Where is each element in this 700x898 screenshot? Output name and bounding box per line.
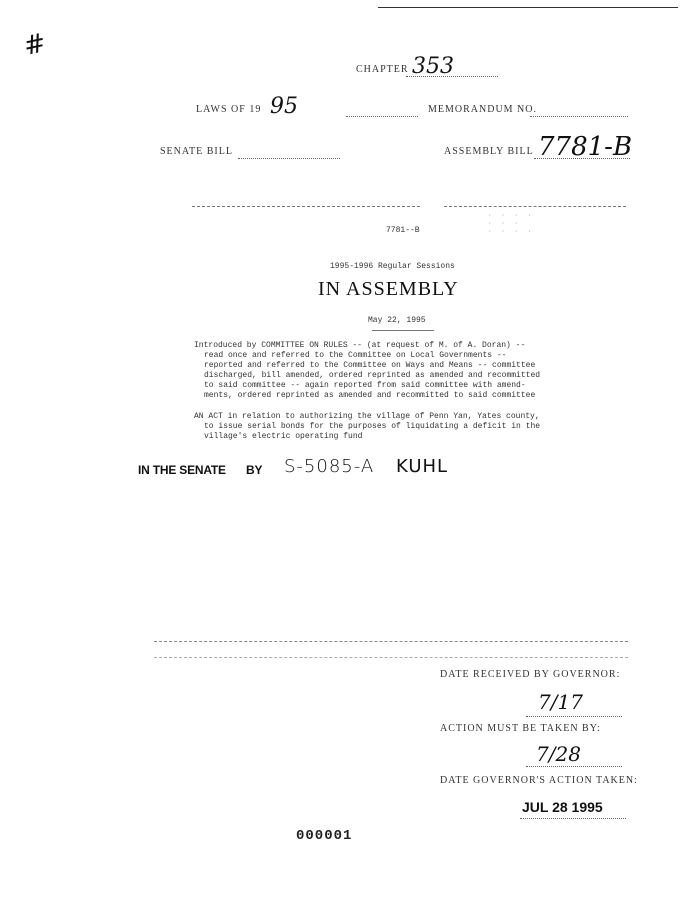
senate-sponsor: KUHL: [396, 456, 449, 477]
senate-by-label: BY: [246, 463, 263, 477]
senate-bill-label: SENATE BILL: [160, 146, 233, 157]
date-received-line: [526, 716, 622, 717]
scan-smudge: · · · · · · · · · · ·: [488, 212, 535, 235]
memorandum-line: [530, 116, 628, 117]
chapter-value: 353: [412, 54, 454, 79]
act-description: [194, 412, 540, 442]
intro-line: discharged, bill amended, ordered reprinted as amended and recommitted: [204, 371, 541, 380]
divider-left: [192, 206, 420, 207]
act-line: village's electric operating fund: [204, 432, 363, 441]
lower-rule-1: [154, 641, 628, 642]
laws-label: LAWS OF 19: [196, 104, 262, 115]
action-taken-label: DATE GOVERNOR'S ACTION TAKEN:: [440, 775, 638, 786]
senate-bill-line: [238, 158, 340, 159]
act-line: AN ACT in relation to authorizing the village of Penn Yan, Yates county,: [194, 412, 540, 421]
laws-line: [346, 116, 418, 117]
laws-value: 95: [270, 94, 298, 119]
action-taken-stamp: JUL 28 1995: [522, 799, 603, 815]
action-by-line: [526, 766, 622, 767]
chapter-line: [406, 76, 498, 77]
top-rule: [378, 7, 678, 8]
introduction-paragraph: [194, 341, 540, 401]
senate-bill-number: S-5085-A: [284, 456, 375, 477]
senate-label: IN THE SENATE: [138, 463, 226, 477]
divider-right: [444, 206, 626, 207]
intro-line: read once and referred to the Committee on Local Governments --: [204, 351, 507, 360]
intro-line: Introduced by COMMITTEE ON RULES -- (at request of M. of A. Doran) --: [194, 341, 526, 350]
chamber-title: IN ASSEMBLY: [318, 278, 459, 300]
assembly-bill-label: ASSEMBLY BILL: [444, 146, 534, 157]
document-number: 000001: [296, 828, 353, 844]
bill-number: 7781--B: [386, 226, 420, 235]
memorandum-label: MEMORANDUM NO.: [428, 104, 538, 115]
chapter-label: CHAPTER: [356, 64, 409, 75]
act-line: to issue serial bonds for the purposes of liquidating a deficit in the: [204, 422, 541, 431]
date-received-value: 7/17: [538, 690, 583, 714]
action-by-value: 7/28: [536, 742, 581, 766]
intro-line: ments, ordered reprinted as amended and recommitted to said committee: [204, 391, 536, 400]
date-underline: [372, 330, 434, 331]
date-received-label: DATE RECEIVED BY GOVERNOR:: [440, 669, 621, 680]
session: 1995-1996 Regular Sessions: [330, 262, 455, 271]
action-by-label: ACTION MUST BE TAKEN BY:: [440, 723, 601, 734]
intro-line: reported and referred to the Committee on Ways and Means -- committee: [204, 361, 536, 370]
lower-rule-2: [154, 657, 628, 658]
bill-date: May 22, 1995: [368, 316, 426, 325]
assembly-bill-value: 7781-B: [538, 132, 633, 162]
intro-line: to said committee -- again reported from said committee with amend-: [204, 381, 526, 390]
assembly-bill-line: [534, 158, 630, 159]
corner-mark: #: [21, 28, 49, 62]
action-taken-line: [520, 818, 626, 819]
